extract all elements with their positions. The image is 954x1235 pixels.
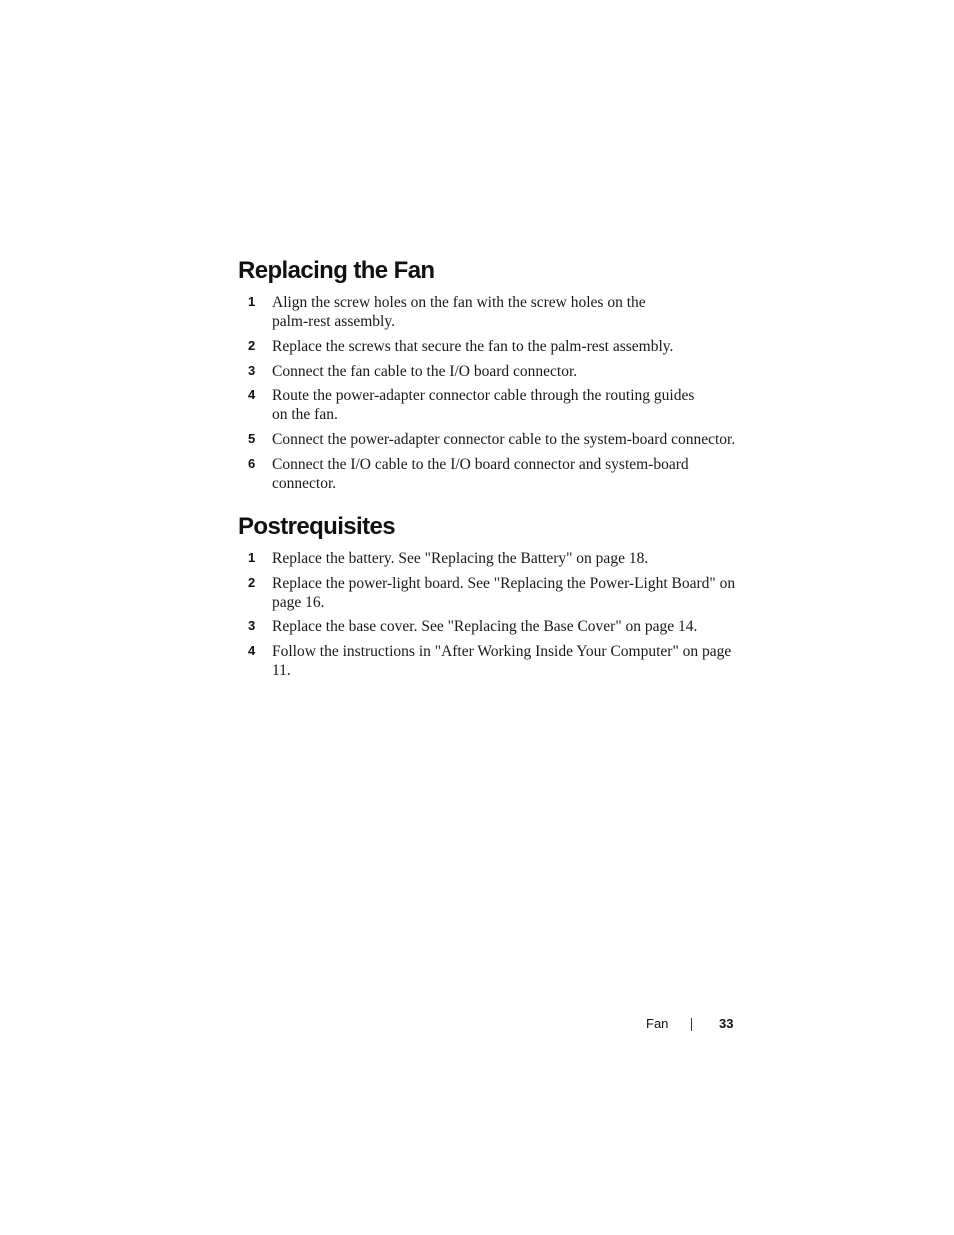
step-text: Replace the base cover. See "Replacing the Base Cover" on page 14. — [272, 618, 698, 635]
step-text: Connect the fan cable to the I/O board connector. — [272, 363, 578, 380]
footer-chapter: Fan — [646, 1016, 669, 1031]
step-number: 2 — [248, 575, 256, 590]
step-number: 5 — [248, 431, 256, 446]
step-number: 6 — [248, 456, 256, 471]
section-heading-postrequisites: Postrequisites — [238, 513, 395, 540]
step-text: Connect the I/O cable to the I/O board connector and system-board connector. — [272, 456, 689, 492]
section-heading-replacing-fan: Replacing the Fan — [238, 257, 435, 284]
step-text: Route the power-adapter connector cable through the routing guides on the fan. — [272, 387, 695, 423]
step-text: Replace the screws that secure the fan to the palm-rest assembly. — [272, 338, 674, 355]
step-number: 1 — [248, 550, 256, 565]
footer-separator — [691, 1018, 692, 1031]
step-text: Connect the power-adapter connector cable to the system-board connector. — [272, 431, 736, 448]
step-text: Align the screw holes on the fan with the screw holes on the palm-rest assembly. — [272, 294, 646, 330]
step-number: 3 — [248, 363, 256, 378]
step-text: Follow the instructions in "After Working Inside Your Computer" on page 11. — [272, 643, 732, 679]
step-number: 4 — [248, 643, 256, 658]
step-text: Replace the battery. See "Replacing the Battery" on page 18. — [272, 550, 649, 567]
step-number: 1 — [248, 294, 256, 309]
step-text: Replace the power-light board. See "Replacing the Power-Light Board" on page 16. — [272, 575, 736, 611]
page-number: 33 — [719, 1016, 734, 1031]
step-number: 3 — [248, 618, 256, 633]
step-number: 2 — [248, 338, 256, 353]
step-number: 4 — [248, 387, 256, 402]
